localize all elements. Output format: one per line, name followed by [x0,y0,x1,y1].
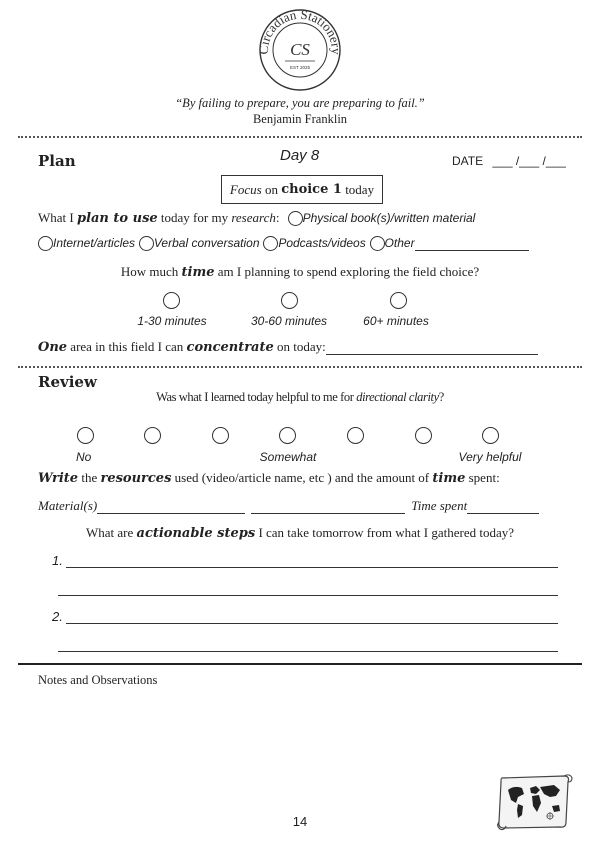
step-number-1: 1. [52,553,63,568]
logo-monogram: CS [290,40,310,59]
concentrate-write-line[interactable] [326,354,538,355]
option-radio-podcasts[interactable] [263,236,278,251]
research-bold: plan to use [76,211,158,226]
focus-box [221,175,383,204]
resources-prompt [38,470,500,486]
clarity-radio-3[interactable] [212,427,229,444]
concentrate-post: on today: [273,339,326,354]
resources-time-bold: time [432,471,466,486]
steps-question [0,525,600,541]
step-1-line-a[interactable] [66,553,558,568]
page-number: 14 [292,814,308,829]
one-word: One [38,340,68,355]
step-number-2: 2. [52,609,63,624]
option-label-podcasts: Podcasts/videos [278,236,366,250]
other-write-line[interactable] [415,250,529,251]
research-mid: today for my [157,210,232,225]
steps-pre: What are [85,525,137,540]
clarity-italic: directional clarity [356,390,439,404]
option-radio-verbal[interactable] [139,236,154,251]
clarity-end: ? [438,390,444,404]
date-field [452,154,566,168]
write-mid: the [78,470,101,485]
logo-est: EST 2025 [290,65,310,70]
step-2-line-a[interactable] [66,609,558,624]
time-q-bold: time [181,265,215,280]
clarity-radio-5[interactable] [347,427,364,444]
divider-top [18,136,582,138]
time-radio-3[interactable] [390,292,407,309]
notes-label: Notes and Observations [38,673,158,687]
research-pre: What I [38,210,77,225]
clarity-radio-7[interactable] [482,427,499,444]
time-radio-1[interactable] [163,292,180,309]
concentrate-row [38,339,538,355]
write-bold: Write [38,471,79,486]
focus-choice: choice 1 [281,182,342,197]
clarity-radio-2[interactable] [144,427,161,444]
date-blanks[interactable]: ___ /___ /___ [492,154,566,168]
time-label-2: 30-60 minutes [250,314,328,328]
material-label: Material(s) [38,498,98,513]
divider-middle [18,366,582,368]
option-label-internet: Internet/articles [53,236,136,250]
world-map-scroll-icon [494,770,574,832]
notes-area[interactable] [38,692,478,802]
time-spent-label: Time spent [411,498,468,513]
clarity-today: today [247,390,274,404]
time-label-1: 1-30 minutes [137,314,207,328]
time-q-post: am I planning to spend exploring the field choice? [214,264,480,279]
research-row-2 [38,236,529,251]
option-radio-other[interactable] [370,236,385,251]
clarity-pre: Was what I learned [156,390,248,404]
divider-bottom [18,663,582,665]
date-label: DATE [452,154,484,168]
resources-post: used (video/article name, etc ) and the amount of [171,470,433,485]
step-2-line-b[interactable] [58,637,558,652]
material-line-1[interactable] [97,513,245,514]
logo-arc-text: Circadian Stationery [255,6,345,55]
time-label-3: 60+ minutes [363,314,429,328]
quote-author: Benjamin Franklin [252,112,348,126]
concentrate-mid: area in this field I can [67,339,187,354]
clarity-radio-4[interactable] [279,427,296,444]
step-1-line-b[interactable] [58,581,558,596]
review-heading: Review [38,373,97,391]
clarity-question [0,389,600,405]
scale-label-somewhat: Somewhat [259,450,317,464]
option-radio-physical[interactable] [288,211,303,226]
steps-post: I can take tomorrow from what I gathered today? [255,525,515,540]
research-word: research [231,210,276,225]
research-row-1 [38,210,475,226]
option-label-other: Other [384,236,415,250]
option-label-physical: Physical book(s)/written material [302,211,476,225]
time-spent-line[interactable] [467,513,539,514]
time-q-pre: How much [120,264,182,279]
research-colon: : [275,210,280,225]
time-radio-2[interactable] [281,292,298,309]
resources-end: spent: [465,470,500,485]
focus-label: Focus [229,181,262,197]
quote-text: “By failing to prepare, you are preparing to fail.” [175,96,425,110]
day-label: Day 8 [280,147,320,164]
clarity-radio-6[interactable] [415,427,432,444]
focus-today: today [341,181,375,197]
plan-heading: Plan [38,152,76,170]
material-line-2[interactable] [251,513,405,514]
scale-label-no: No [76,450,92,464]
focus-on: on [261,181,282,197]
concentrate-bold: concentrate [186,340,274,355]
resources-bold: resources [100,471,172,486]
option-radio-internet[interactable] [38,236,53,251]
material-row [38,498,539,514]
steps-bold: actionable steps [136,526,256,541]
option-label-verbal: Verbal conversation [153,236,260,250]
brand-logo [248,4,352,94]
time-question [0,264,600,280]
scale-label-very-helpful: Very helpful [458,450,522,464]
clarity-radio-1[interactable] [77,427,94,444]
clarity-mid: helpful to me for [273,390,357,404]
